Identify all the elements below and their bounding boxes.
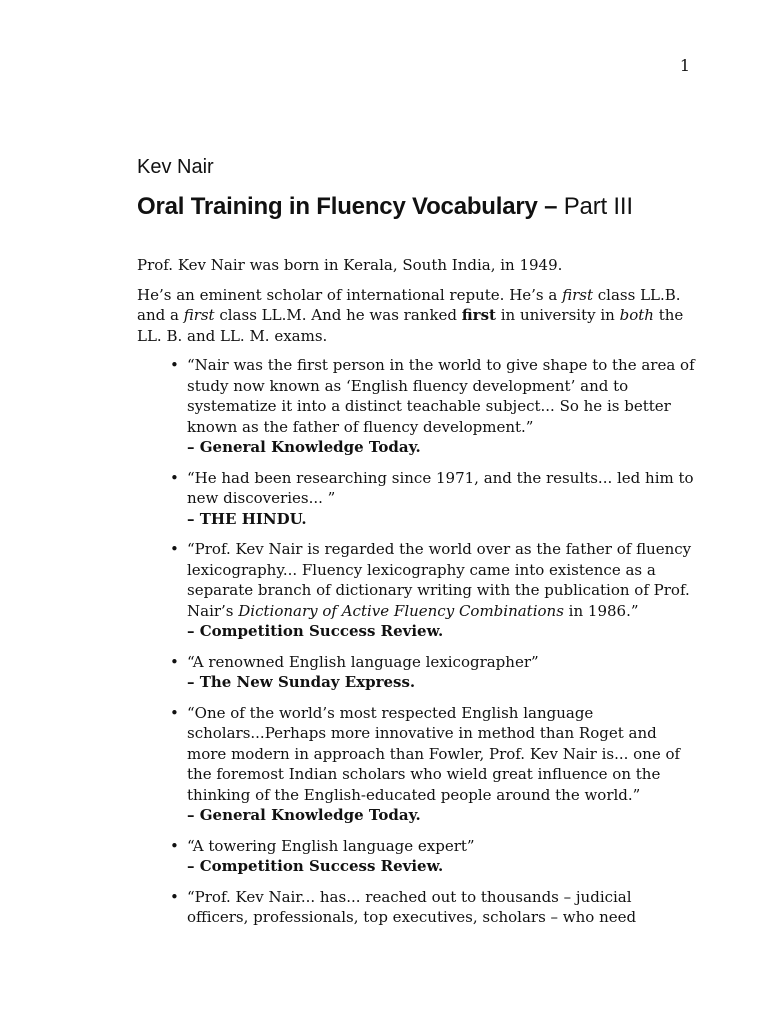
body-text xyxy=(137,255,697,938)
quote-text: “A towering English language expert” xyxy=(187,836,475,855)
credentials-bold: first xyxy=(461,306,496,324)
quote-source: – General Knowledge Today. xyxy=(187,438,421,456)
quote-text: “One of the world’s most respected English language scholars...Perhaps more innovative in method than Roget and more modern in approach than Fowler, Prof. Kev Nair is... one of the foremost Indian scholars who wield great influence on the thinking of the English-educated people around the world.” xyxy=(187,703,681,804)
intro-credentials xyxy=(137,285,697,347)
bullet-icon: • xyxy=(170,468,179,487)
credentials-emphasis: both xyxy=(619,306,654,324)
title-main: Oral Training in Fluency Vocabulary – xyxy=(137,193,564,220)
page-title xyxy=(137,193,633,221)
quote-item xyxy=(170,652,697,693)
quote-item xyxy=(170,703,697,826)
credentials-text: in university in xyxy=(495,306,620,324)
quote-item xyxy=(170,468,697,530)
quotes-list xyxy=(137,355,697,928)
bullet-icon: • xyxy=(170,703,179,722)
quote-source: – The New Sunday Express. xyxy=(187,673,416,691)
quote-source: – General Knowledge Today. xyxy=(187,806,421,824)
quote-source: – Competition Success Review. xyxy=(187,622,444,640)
quote-text: “He had been researching since 1971, and the results... led him to new discoveries... ” xyxy=(187,468,694,507)
quote-source: – THE HINDU. xyxy=(187,509,307,528)
quote-text: “Nair was the first person in the world to give shape to the area of study now known as ‘English fluency development’ and to systematize it into a distinct teachable subject... So he is better known as the father of fluency development.” xyxy=(187,356,695,436)
bullet-icon: • xyxy=(170,887,179,906)
intro-birth: Prof. Kev Nair was born in Kerala, South India, in 1949. xyxy=(137,256,563,274)
credentials-text: He’s an eminent scholar of international repute. He’s a xyxy=(137,285,563,304)
bullet-icon: • xyxy=(170,356,179,374)
quote-source: – Competition Success Review. xyxy=(187,857,444,875)
page-number: 1 xyxy=(679,56,690,75)
bullet-icon: • xyxy=(170,836,179,855)
quote-item xyxy=(170,355,697,458)
quote-item xyxy=(170,836,697,877)
quote-item xyxy=(170,539,697,642)
credentials-text: class LL.B. and a xyxy=(137,285,681,324)
bullet-icon: • xyxy=(170,540,179,558)
credentials-emphasis: first xyxy=(183,306,215,324)
credentials-text: the LL. B. and LL. M. exams. xyxy=(137,306,684,345)
author-name: Kev Nair xyxy=(137,156,214,178)
quote-text: “Prof. Kev Nair... has... reached out to thousands – judicial officers, professionals, top executives, scholars – who need xyxy=(187,887,637,926)
book-title: Dictionary of Active Fluency Combinations xyxy=(238,601,564,620)
bullet-icon: • xyxy=(170,652,179,671)
credentials-text: class LL.M. And he was ranked xyxy=(214,306,462,324)
quote-text: “Prof. Kev Nair is regarded the world over as the father of fluency lexicography... Fluency lexicography came into existence as a separate branch of dictionary writing with the publication of Prof. Nair’s xyxy=(187,540,692,620)
quote-text: “A renowned English language lexicographer” xyxy=(187,652,539,671)
title-part: Part III xyxy=(563,193,633,220)
quote-text: in 1986.” xyxy=(563,601,639,620)
credentials-emphasis: first xyxy=(562,285,593,304)
quote-item xyxy=(170,887,697,928)
